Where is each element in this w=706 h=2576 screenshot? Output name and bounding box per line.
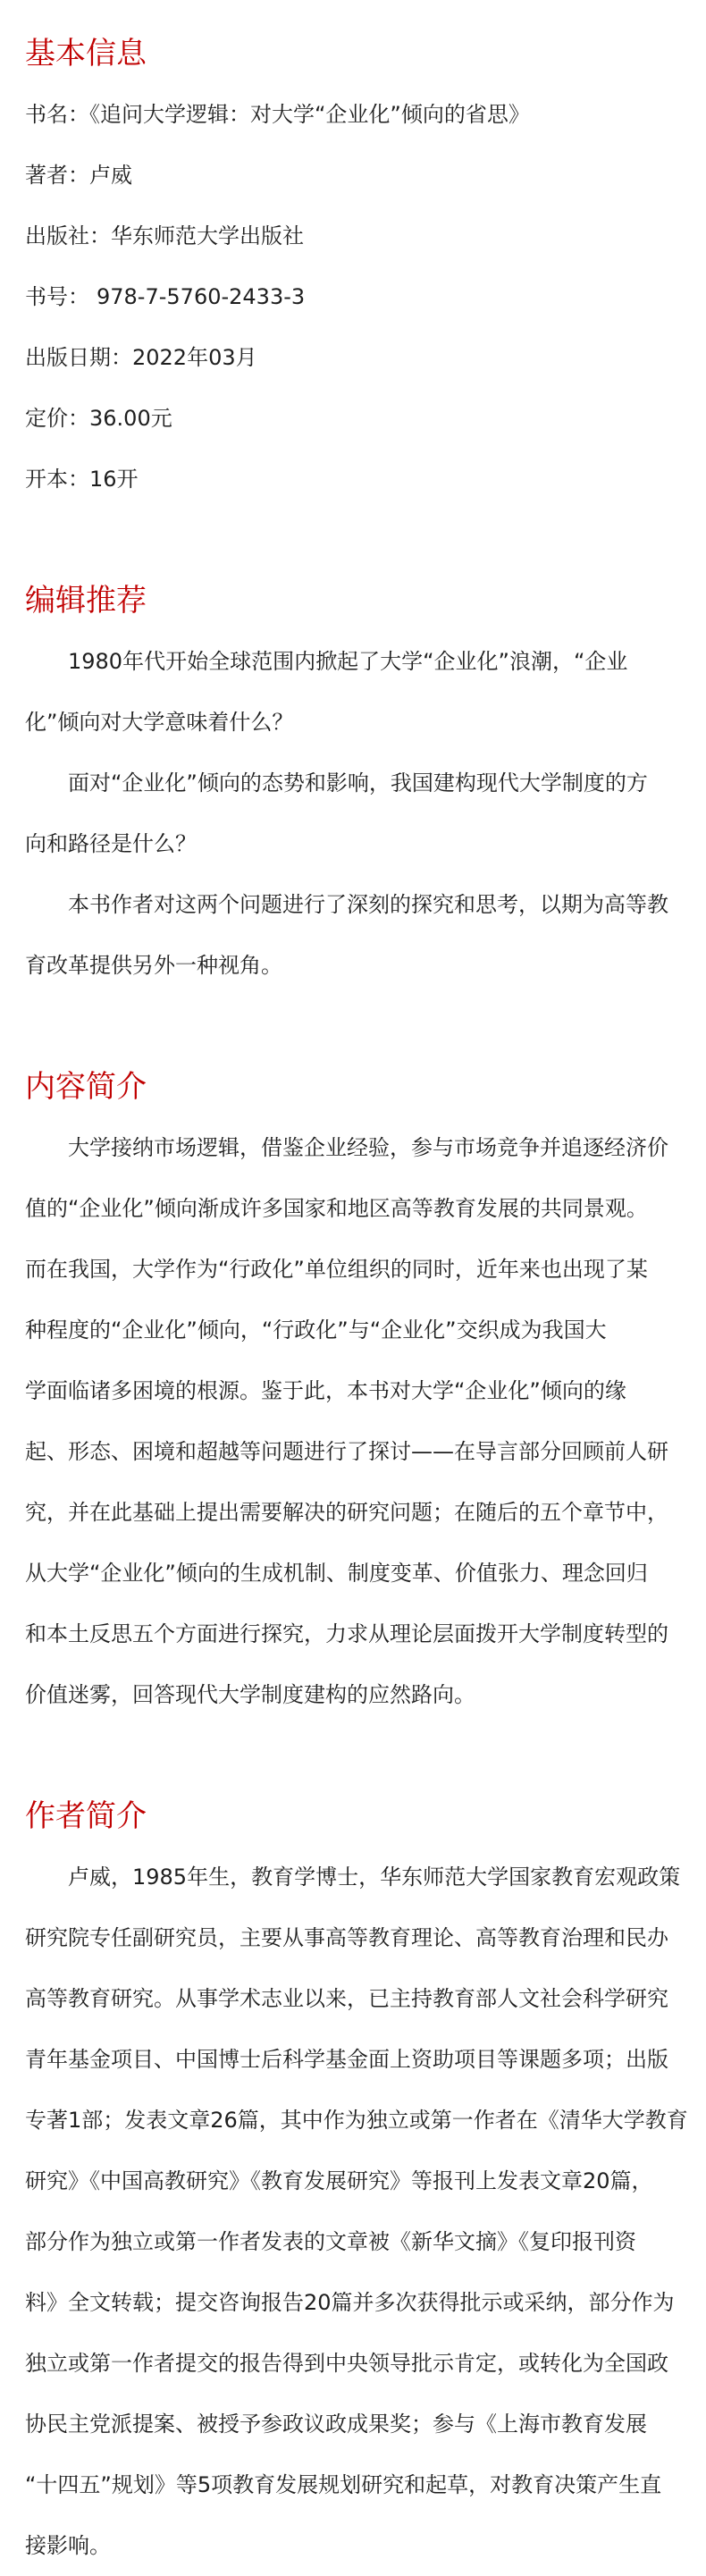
paragraph-line: 起、形态、困境和超越等问题进行了探讨——在导言部分回顾前人研 <box>25 1439 668 1464</box>
paragraph-line: 协民主党派提案、被授予参政议政成果奖；参与《上海市教育发展 <box>25 2412 647 2437</box>
paragraph-line: 究，并在此基础上提出需要解决的研究问题；在随后的五个章节中， <box>25 1500 668 1525</box>
info-row-publisher <box>25 206 686 266</box>
paragraph <box>25 631 686 753</box>
paragraph-line: 向和路径是什么？ <box>25 831 197 856</box>
section-basic-info <box>25 23 686 509</box>
info-value: 36.00元 <box>89 406 172 431</box>
paragraph <box>25 1117 686 1725</box>
info-label: 书号： <box>25 284 89 309</box>
paragraph-line: 学面临诸多困境的根源。鉴于此，本书对大学“企业化”倾向的缘 <box>25 1378 626 1403</box>
paragraph-line: 大学接纳市场逻辑，借鉴企业经验，参与市场竞争并追逐经济价 <box>68 1135 668 1160</box>
section-title-author-bio: 作者简介 <box>25 1798 147 1834</box>
info-label: 出版社： <box>25 223 111 248</box>
paragraph <box>25 874 686 996</box>
paragraph-line: 育改革提供另外一种视角。 <box>25 953 282 978</box>
info-label: 开本： <box>25 467 89 492</box>
paragraph-line: 专著1部；发表文章26篇，其中作为独立或第一作者在《清华大学教育 <box>25 2108 688 2133</box>
section-spacer <box>25 1725 686 1786</box>
section-title-basic-info: 基本信息 <box>25 36 147 72</box>
paragraph-line: 1980年代开始全球范围内掀起了大学“企业化”浪潮，“企业 <box>68 649 628 674</box>
info-value: 16开 <box>89 467 139 492</box>
paragraph-line: 卢威，1985年生，教育学博士，华东师范大学国家教育宏观政策 <box>68 1865 681 1890</box>
info-label: 出版日期： <box>25 345 132 370</box>
paragraph-line: 价值迷雾，回答现代大学制度建构的应然路向。 <box>25 1682 475 1707</box>
section-editor-recommendation <box>25 570 686 996</box>
paragraph-line: 面对“企业化”倾向的态势和影响，我国建构现代大学制度的方 <box>68 770 648 796</box>
info-label: 著者： <box>25 163 89 188</box>
paragraph-line: 高等教育研究。从事学术志业以来，已主持教育部人文社会科学研究 <box>25 1986 668 2011</box>
paragraph-line: 青年基金项目、中国博士后科学基金面上资助项目等课题多项；出版 <box>25 2047 668 2072</box>
paragraph-line: 和本土反思五个方面进行探究，力求从理论层面拨开大学制度转型的 <box>25 1621 668 1646</box>
paragraph-line: 化”倾向对大学意味着什么？ <box>25 710 294 735</box>
paragraph-line: 研究》《中国高教研究》《教育发展研究》等报刊上发表文章20篇， <box>25 2168 653 2193</box>
paragraph-line: 从大学“企业化”倾向的生成机制、制度变革、价值张力、理念回归 <box>25 1561 648 1586</box>
info-value: 2022年03月 <box>132 345 257 370</box>
paragraph-line: 独立或第一作者提交的报告得到中央领导批示肯定，或转化为全国政 <box>25 2351 668 2376</box>
paragraph <box>25 1847 686 2576</box>
info-row-price <box>25 388 686 449</box>
info-value: 华东师范大学出版社 <box>111 223 304 248</box>
info-value: 978-7-5760-2433-3 <box>97 284 306 309</box>
paragraph-line: 而在我国，大学作为“行政化”单位组织的同时，近年来也出现了某 <box>25 1257 648 1282</box>
section-title-content-summary: 内容简介 <box>25 1069 147 1105</box>
section-spacer <box>25 996 686 1056</box>
paragraph-line: 值的“企业化”倾向渐成许多国家和地区高等教育发展的共同景观。 <box>25 1196 648 1221</box>
paragraph-line: 接影响。 <box>25 2533 111 2558</box>
section-title-editor-recommendation: 编辑推荐 <box>25 583 147 619</box>
paragraph-line: “十四五”规划》等5项教育发展规划研究和起草，对教育决策产生直 <box>25 2472 662 2497</box>
info-row-isbn <box>25 266 686 327</box>
info-label: 定价： <box>25 406 89 431</box>
paragraph-line: 研究院专任副研究员，主要从事高等教育理论、高等教育治理和民办 <box>25 1925 668 1950</box>
info-row-title <box>25 84 686 145</box>
info-label: 书名： <box>25 102 89 127</box>
info-row-format <box>25 449 686 509</box>
paragraph <box>25 753 686 874</box>
section-spacer <box>25 509 686 570</box>
info-row-publish-date <box>25 327 686 388</box>
paragraph-line: 种程度的“企业化”倾向，“行政化”与“企业化”交织成为我国大 <box>25 1317 607 1343</box>
section-author-bio <box>25 1786 686 2576</box>
paragraph-line: 料》全文转载；提交咨询报告20篇并多次获得批示或采纳，部分作为 <box>25 2290 675 2315</box>
paragraph-line: 本书作者对这两个问题进行了深刻的探究和思考，以期为高等教 <box>68 892 668 917</box>
info-row-author <box>25 145 686 206</box>
paragraph-line: 部分作为独立或第一作者发表的文章被《新华文摘》《复印报刊资 <box>25 2229 636 2254</box>
info-value: 《追问大学逻辑：对大学“企业化”倾向的省思》 <box>89 102 530 127</box>
section-content-summary <box>25 1056 686 1725</box>
info-value: 卢威 <box>89 163 132 188</box>
